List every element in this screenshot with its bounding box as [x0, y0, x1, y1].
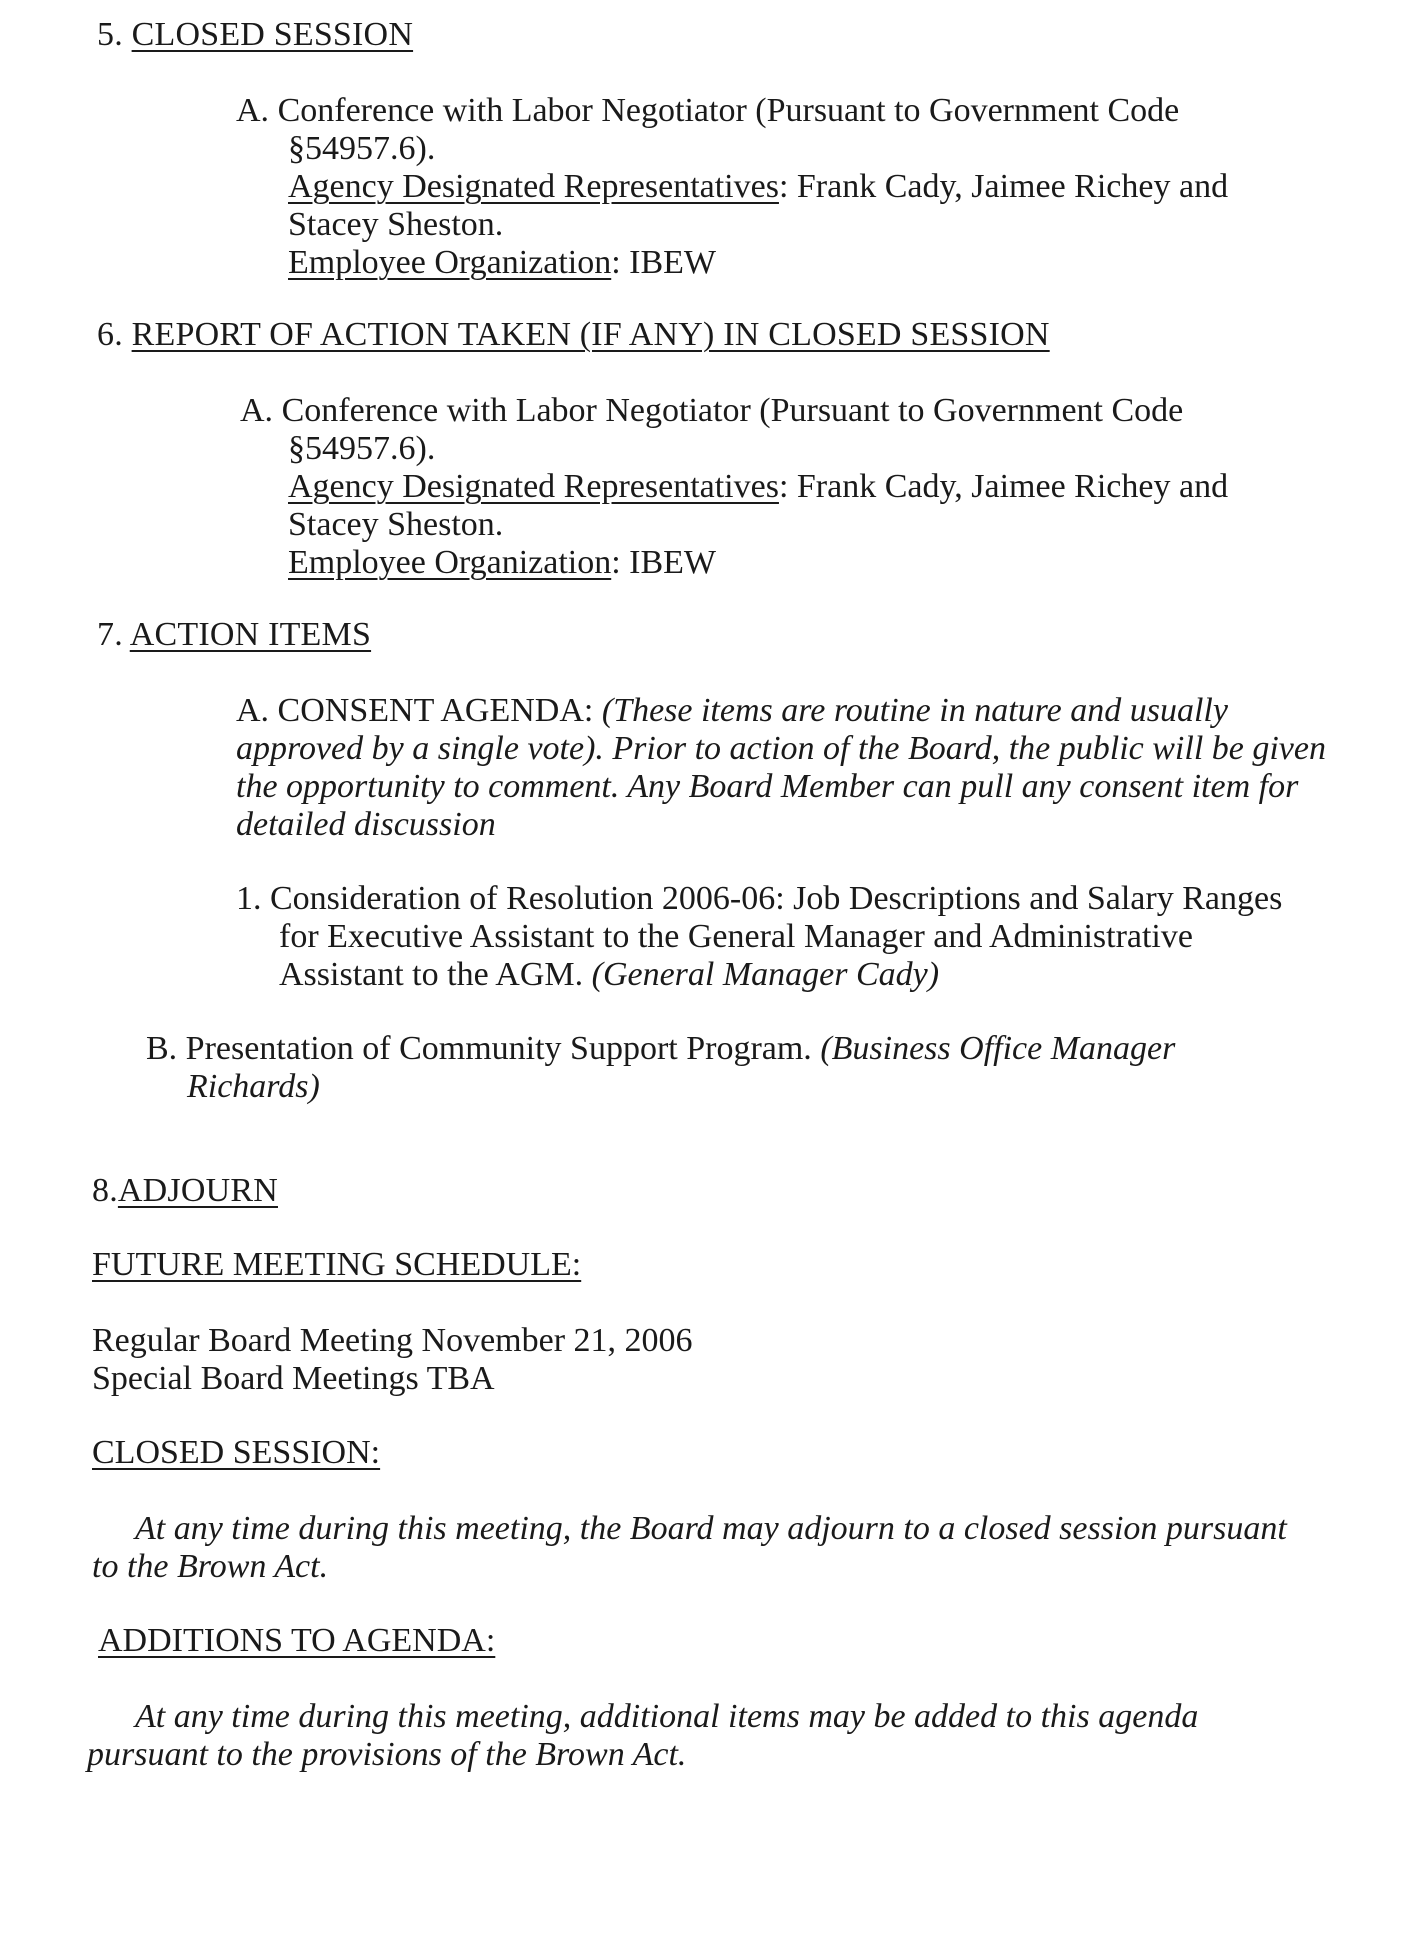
organization-label: Employee Organization	[288, 544, 612, 581]
item-b-line2: Richards)	[187, 1068, 320, 1105]
item-b-text: B. Presentation of Community Support Program.	[146, 1030, 821, 1067]
additions-heading: ADDITIONS TO AGENDA:	[98, 1622, 496, 1659]
item-b-presenter: (Business Office Manager	[820, 1030, 1176, 1067]
organization-label: Employee Organization	[288, 244, 612, 281]
section-7-heading	[97, 616, 371, 654]
section-6-item-a	[240, 392, 1183, 430]
section-5-organization	[288, 244, 716, 282]
item-b	[146, 1030, 1175, 1068]
section-5-item-a-line2: §54957.6).	[288, 130, 436, 167]
consent-item-1	[236, 880, 1282, 918]
closed-session-heading: CLOSED SESSION:	[92, 1434, 381, 1471]
representatives-label: Agency Designated Representatives	[288, 168, 779, 205]
item-line: Conference with Labor Negotiator (Pursuant to Government Code	[281, 392, 1184, 429]
consent-item-number: 1.	[236, 880, 262, 917]
section-8-heading	[92, 1172, 278, 1210]
section-6-organization	[288, 544, 716, 582]
section-5-representatives-line2: Stacey Sheston.	[288, 206, 504, 243]
section-5-title: CLOSED SESSION	[131, 16, 414, 53]
consent-agenda-line3: the opportunity to comment. Any Board Member can pull any consent item for	[236, 768, 1299, 805]
organization-text: : IBEW	[611, 544, 717, 581]
section-8-title: ADJOURN	[117, 1172, 278, 1209]
section-6-item-a-line2: §54957.6).	[288, 430, 436, 467]
future-meetings-heading: FUTURE MEETING SCHEDULE:	[92, 1246, 582, 1283]
consent-agenda	[236, 692, 1228, 730]
section-6-representatives	[288, 468, 1228, 506]
section-8-number: 8.	[92, 1172, 118, 1209]
future-meeting-line: Special Board Meetings TBA	[92, 1360, 495, 1397]
section-6-number: 6.	[97, 316, 123, 353]
closed-session-note-line2: to the Brown Act.	[92, 1548, 329, 1585]
section-6-representatives-line2: Stacey Sheston.	[288, 506, 504, 543]
future-meeting-line: Regular Board Meeting November 21, 2006	[92, 1322, 693, 1359]
item-letter: A.	[240, 392, 274, 429]
section-7-title: ACTION ITEMS	[129, 616, 372, 653]
item-line: Conference with Labor Negotiator (Pursuant to Government Code	[277, 92, 1180, 129]
consent-item-text: Assistant to the AGM.	[279, 956, 592, 993]
section-5-heading	[97, 16, 413, 54]
consent-agenda-line4: detailed discussion	[236, 806, 496, 843]
consent-item-line: Consideration of Resolution 2006-06: Job Descriptions and Salary Ranges	[270, 880, 1283, 917]
representatives-label: Agency Designated Representatives	[288, 468, 779, 505]
item-letter: A.	[236, 92, 270, 129]
section-7-number: 7.	[97, 616, 123, 653]
consent-agenda-note: (These items are routine in nature and usually	[601, 692, 1228, 729]
consent-agenda-label: A. CONSENT AGENDA:	[236, 692, 602, 729]
consent-agenda-line2: approved by a single vote). Prior to action of the Board, the public will be given	[236, 730, 1326, 767]
organization-text: : IBEW	[611, 244, 717, 281]
consent-item-presenter: (General Manager Cady)	[591, 956, 940, 993]
section-5-number: 5.	[97, 16, 123, 53]
section-5-item-a	[236, 92, 1179, 130]
section-6-heading	[97, 316, 1050, 354]
representatives-text: : Frank Cady, Jaimee Richey and	[778, 168, 1229, 205]
consent-item-1-line3	[279, 956, 939, 994]
additions-note-line2: pursuant to the provisions of the Brown Act.	[87, 1736, 687, 1773]
closed-session-note-line1: At any time during this meeting, the Board may adjourn to a closed session pursuant	[135, 1510, 1287, 1547]
representatives-text: : Frank Cady, Jaimee Richey and	[778, 468, 1229, 505]
section-6-title: REPORT OF ACTION TAKEN (IF ANY) IN CLOSED SESSION	[131, 316, 1050, 353]
section-5-representatives	[288, 168, 1228, 206]
consent-item-1-line2: for Executive Assistant to the General Manager and Administrative	[279, 918, 1193, 955]
additions-note-line1: At any time during this meeting, additional items may be added to this agenda	[135, 1698, 1199, 1735]
